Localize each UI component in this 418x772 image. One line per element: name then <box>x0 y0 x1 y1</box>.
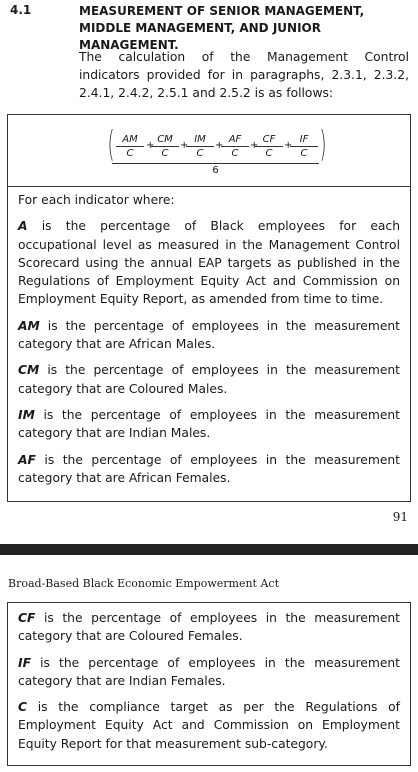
definition-item: AF is the percentage of employees in the measurement category that are African Females. <box>18 452 400 485</box>
definition-item: C is the compliance target as per the Regulations of Employment Equity Act and Commission on Employment Equity Report for that measurement sub-category. <box>18 700 400 751</box>
fraction-af: $\frac{AF}{C}$ <box>221 133 249 160</box>
definition-item: AM is the percentage of employees in the measurement category that are African Males. <box>18 318 400 352</box>
formula <box>107 123 327 181</box>
definitions-lead: For each indicator where: <box>18 193 175 207</box>
definition-item: IF is the percentage of employees in the measurement category that are Indian Females. <box>18 655 400 688</box>
definitions-box-1 <box>7 186 411 502</box>
page-separator <box>0 544 418 555</box>
left-paren: ( <box>107 124 115 165</box>
right-paren: ) <box>319 124 327 165</box>
fraction-bar <box>112 163 319 164</box>
fraction-am: $\frac{AM}{C}$ <box>116 133 144 160</box>
plus-sign: + <box>284 140 293 151</box>
plus-sign: + <box>146 140 155 151</box>
definition-item: CF is the percentage of employees in the measurement category that are Coloured Females. <box>18 611 400 644</box>
plus-sign: + <box>180 140 189 151</box>
fraction-if: $\frac{IF}{C}$ <box>290 133 318 160</box>
section-number: 4.1 <box>10 3 32 17</box>
running-header: Broad-Based Black Economic Empowerment Act <box>8 577 279 590</box>
section-title: MEASUREMENT OF SENIOR MANAGEMENT, MIDDLE MANAGEMENT, AND JUNIOR MANAGEMENT. <box>79 4 365 52</box>
fraction-cf: $\frac{CF}{C}$ <box>255 133 283 160</box>
definitions-box-2 <box>7 602 411 766</box>
section-intro: The calculation of the Management Control indicators provided for in paragraphs, 2.3.1, 2.3.2, 2.4.1, 2.4.2, 2.5.1 and 2.5.2 is as follows: <box>79 50 409 100</box>
fraction-im: $\frac{IM}{C}$ <box>186 133 214 160</box>
definition-item: A is the percentage of Black employees for each occupational level as measured in the Management Control Scorecard using the annual EAP targets as published in the Regulations of Employment Equity Act and Commission on Employment Equity Report, as amended from time to time. <box>18 219 400 307</box>
plus-sign: + <box>215 140 224 151</box>
formula-divisor: 6 <box>212 165 219 176</box>
plus-sign: + <box>250 140 259 151</box>
formula-box <box>7 114 411 187</box>
page-number: 91 <box>392 510 408 524</box>
fraction-cm: $\frac{CM}{C}$ <box>151 133 179 160</box>
definition-item: IM is the percentage of employees in the measurement category that are Indian Males. <box>18 407 400 441</box>
definition-item: CM is the percentage of employees in the measurement category that are Coloured Males. <box>18 363 400 396</box>
